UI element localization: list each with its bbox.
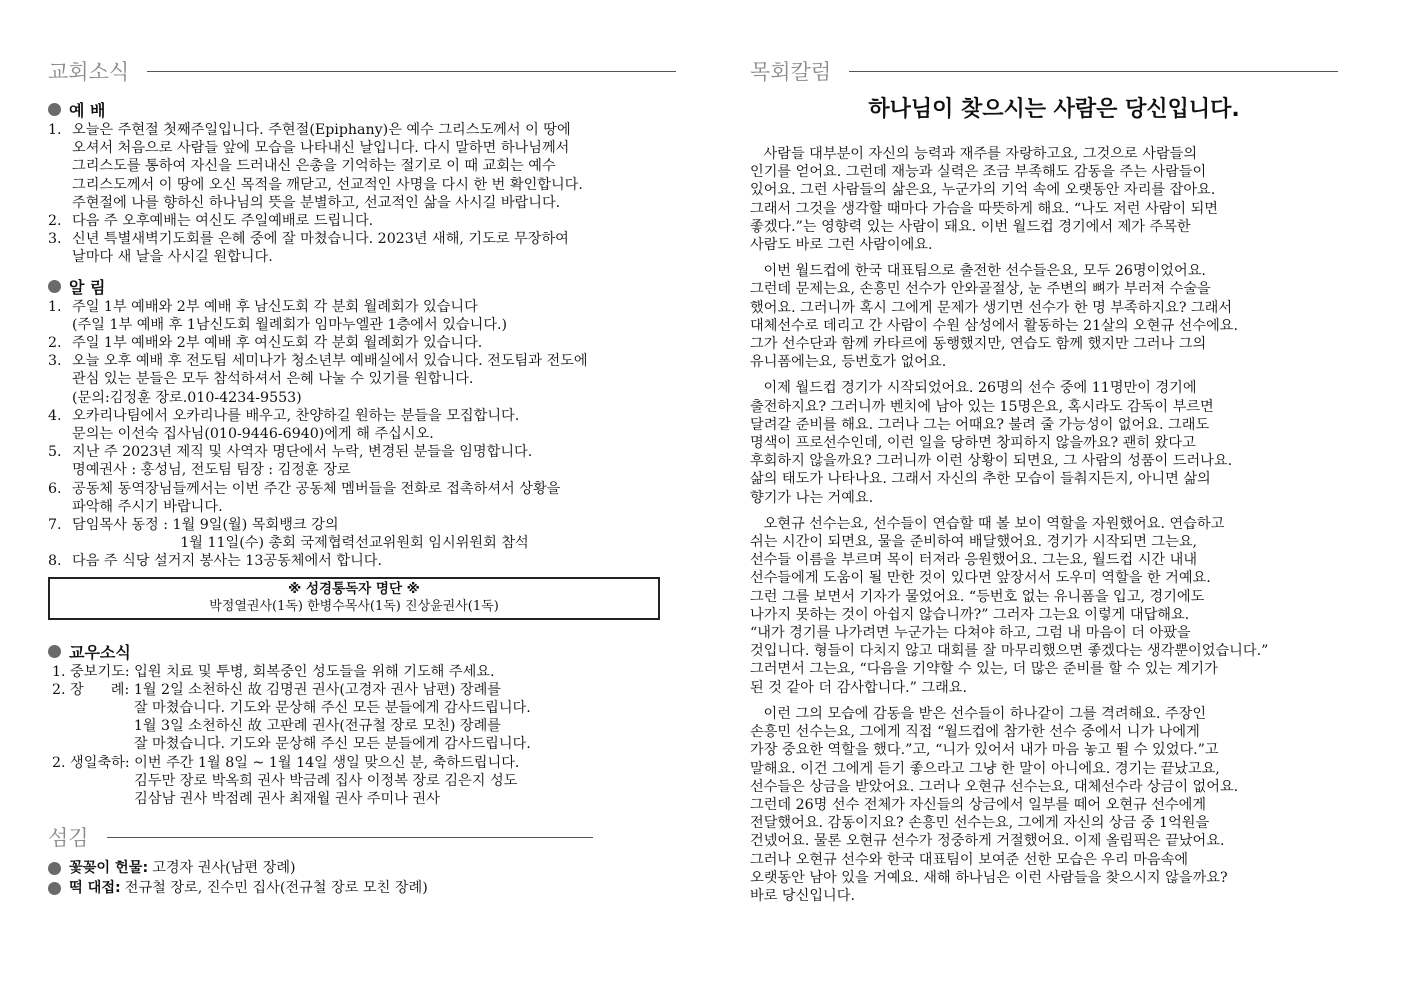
bible-reading-title: ※ 성경통독자 명단 ※ bbox=[288, 580, 420, 597]
item-line: 오늘은 주현절 첫째주일입니다. 주현절(Epiphany)은 예수 그리스도께서 이 땅에 bbox=[72, 122, 571, 138]
item-text bbox=[72, 352, 588, 407]
bible-reading-names: 박정열권사(1독) 한병수목사(1독) 진상윤권사(1독) bbox=[209, 598, 499, 614]
paragraph-line: 선수들은 상금을 받았어요. 그러나 오현규 선수는요, 대체선수라 상금이 없어요. bbox=[750, 778, 1239, 795]
notice-list bbox=[48, 298, 660, 571]
list-item bbox=[48, 352, 660, 407]
item-line: 이번 주간 1월 8일 ~ 1월 14일 생일 맞으신 분, 축하드립니다. bbox=[134, 754, 520, 771]
item-text bbox=[72, 230, 569, 266]
church-news-title: 교회소식 bbox=[48, 60, 130, 84]
members-list bbox=[48, 663, 660, 809]
paragraph-line: 후회하지 않을까요? 그러니까 이런 상황이 되면요, 그 사람의 성품이 드러나요. bbox=[750, 453, 1233, 470]
paragraph-line: 사람들 대부분이 자신의 능력과 재주를 자랑하고요, 그것으로 사람들의 bbox=[750, 146, 1198, 162]
paragraph-line: 그러나 오현규 선수와 한국 대표팀이 보여준 선한 모습은 우리 마음속에 bbox=[750, 851, 1189, 868]
bullet-icon bbox=[48, 882, 61, 895]
paragraph-line: 이번 월드컵에 한국 대표팀으로 출전한 선수들은요, 모두 26명이었어요. bbox=[750, 263, 1206, 280]
worship-title: 예 배 bbox=[69, 101, 106, 120]
member-news-item bbox=[52, 663, 660, 681]
paragraph-line: 좋겠다.”는 영향력 있는 사람이 돼요. 이번 월드컵 경기에서 제가 주목한 bbox=[750, 218, 1191, 235]
paragraph-line: 삶의 태도가 나타나요. 그래서 자신의 추한 모습이 들춰지든지, 아니면 삶의 bbox=[750, 471, 1211, 488]
member-news-item bbox=[52, 681, 660, 754]
members-subheading bbox=[48, 640, 660, 663]
service-title: 섬김 bbox=[48, 826, 89, 851]
paragraph-line: 그런 그를 보면서 기자가 물었어요. “등번호 없는 유니폼을 입고, 경기에도 bbox=[750, 588, 1205, 605]
church-news-column bbox=[48, 0, 660, 898]
paragraph-line: 이런 그의 모습에 감동을 받은 선수들이 하나같이 그를 격려해요. 주장인 bbox=[750, 705, 1207, 722]
item-line: 주일 1부 예배와 2부 예배 후 여신도회 각 분회 월례회가 있습니다. bbox=[72, 335, 483, 352]
item-text bbox=[72, 298, 507, 334]
paragraph-line: 출전하지요? 그러니까 벤치에 남아 있는 15명은요, 혹시라도 감독이 부르면 bbox=[750, 398, 1214, 415]
item-line: 다음 주 식당 설거지 봉사는 13공동체에서 합니다. bbox=[72, 553, 383, 570]
members-title: 교우소식 bbox=[69, 642, 131, 662]
church-news-heading bbox=[48, 56, 676, 86]
item-number: 2. bbox=[48, 213, 62, 230]
member-news-item bbox=[52, 754, 660, 809]
item-line: 김삼남 권사 박점례 권사 최재월 권사 주미나 권사 bbox=[134, 791, 440, 808]
item-line: (주일 1부 예배 후 1남신도회 월례회가 임마누엘관 1층에서 있습니다.) bbox=[72, 316, 508, 333]
heading-rule bbox=[107, 837, 593, 838]
paragraph-line: 선수들 이름을 부르며 목이 터져라 응원했어요. 그는요, 월드컵 시간 내내 bbox=[750, 552, 1198, 569]
pastor-column bbox=[750, 0, 1358, 913]
item-text bbox=[72, 407, 519, 443]
column-paragraph bbox=[750, 379, 1358, 506]
list-item bbox=[48, 443, 660, 479]
bullet-icon bbox=[48, 280, 61, 293]
item-line: 주현절에 나를 향하신 하나님의 뜻을 분별하고, 선교적인 삶을 사시길 바랍니다. bbox=[72, 194, 561, 211]
paragraph-line: 건넸어요. 물론 오현규 선수가 정중하게 거절했어요. 이제 올림픽은 끝났어요. bbox=[750, 833, 1225, 850]
item-text bbox=[72, 516, 529, 552]
service-item bbox=[48, 858, 660, 878]
paragraph-line: 된 것 같아 더 감사합니다.” 그래요. bbox=[750, 679, 967, 696]
item-number: 3. bbox=[48, 231, 62, 248]
item-number: 1. bbox=[48, 298, 62, 315]
paragraph-line: 인기를 얻어요. 그런데 재능과 실력은 조금 부족해도 감동을 주는 사람들이 bbox=[750, 164, 1207, 181]
item-text bbox=[72, 121, 583, 212]
service-value: 고경자 권사(남편 장례) bbox=[152, 860, 296, 877]
item-line: 다음 주 오후예배는 여신도 주일예배로 드립니다. bbox=[72, 213, 374, 230]
item-number: 8. bbox=[48, 553, 62, 570]
item-line: 오카리나팀에서 오카리나를 배우고, 찬양하길 원하는 분들을 모집합니다. bbox=[72, 407, 520, 424]
item-line: 문의는 이선숙 집사님(010-9446-6940)에게 해 주십시오. bbox=[72, 426, 434, 443]
paragraph-line: 것입니다. 형들이 다치지 않고 대회를 잘 마무리했으면 좋겠다는 생각뿐이었습니다.” bbox=[750, 643, 1269, 660]
item-text bbox=[72, 334, 482, 352]
paragraph-line: 가장 중요한 역할을 했다.”고, “니가 있어서 내가 마음 놓고 뛸 수 있었다.”고 bbox=[750, 742, 1219, 759]
item-number: 6. bbox=[48, 480, 62, 497]
list-item bbox=[48, 480, 660, 516]
list-item bbox=[48, 121, 660, 212]
item-line: 잘 마쳤습니다. 기도와 문상해 주신 모든 분들에게 감사드립니다. bbox=[133, 700, 531, 717]
paragraph-line: “내가 경기를 나가려면 누군가는 다쳐야 하고, 그럼 내 마음이 더 아팠을 bbox=[750, 625, 1191, 642]
list-item bbox=[48, 516, 660, 552]
member-news-label: 1. 중보기도: bbox=[52, 663, 135, 680]
item-number: 1. bbox=[48, 122, 62, 138]
paragraph-line: 나가지 못하는 것이 아쉽지 않습니까?” 그러자 그는요 이렇게 대답해요. bbox=[750, 606, 1190, 623]
paragraph-line: 그러면서 그는요, “다음을 기약할 수 있는, 더 많은 준비를 할 수 있는 계기가 bbox=[750, 661, 1218, 678]
list-item bbox=[48, 407, 660, 443]
paragraph-line: 이제 월드컵 경기가 시작되었어요. 26명의 선수 중에 11명만이 경기에 bbox=[750, 380, 1197, 397]
paragraph-line: 선수들에게 도움이 될 만한 것이 있다면 앞장서서 도우미 역할을 한 거예요. bbox=[750, 570, 1211, 587]
column-paragraph bbox=[750, 262, 1358, 371]
item-line: 주일 1부 예배와 2부 예배 후 남신도회 각 분회 월례회가 있습니다 bbox=[72, 298, 478, 315]
column-paragraph bbox=[750, 515, 1358, 697]
list-item bbox=[48, 212, 660, 230]
paragraph-line: 바로 당신입니다. bbox=[750, 887, 855, 904]
pastor-column-heading bbox=[750, 56, 1338, 86]
item-line: (문의:김정훈 장로.010-4234-9553) bbox=[72, 389, 302, 406]
paragraph-line: 있어요. 그런 사람들의 삶은요, 누군가의 기억 속에 오랫동안 자리를 잡아요. bbox=[750, 182, 1216, 199]
column-paragraph bbox=[750, 705, 1358, 905]
item-line: 그리스도를 통하여 자신을 드러내신 은총을 기억하는 절기로 이 때 교회는 예수 bbox=[72, 158, 556, 175]
list-item bbox=[48, 230, 660, 266]
column-body bbox=[750, 145, 1358, 905]
paragraph-line: 오랫동안 남아 있을 거예요. 새해 하나님은 이런 사람들을 찾으시지 않을까요? bbox=[750, 869, 1228, 886]
paragraph-line: 말해요. 이건 그에게 듣기 좋으라고 그냥 한 말이 아니에요. 경기는 끝났고요, bbox=[750, 760, 1220, 777]
item-line: 지난 주 2023년 제직 및 사역자 명단에서 누락, 변경된 분들을 임명합니다. bbox=[72, 444, 533, 461]
service-list bbox=[48, 858, 660, 898]
item-number: 7. bbox=[48, 517, 62, 534]
item-line: 공동체 동역장님들께서는 이번 주간 공동체 멤버들을 전화로 접촉하셔서 상황을 bbox=[72, 480, 561, 497]
service-label: 떡 대접: bbox=[69, 880, 121, 897]
item-line: 오늘 오후 예배 후 전도팀 세미나가 청소년부 예배실에서 있습니다. 전도팀과 전도에 bbox=[72, 353, 588, 370]
list-item bbox=[48, 298, 660, 334]
paragraph-line: 오현규 선수는요, 선수들이 연습할 때 볼 보이 역할을 자원했어요. 연습하고 bbox=[750, 515, 1225, 532]
paragraph-line: 쉬는 시간이 되면요, 물을 준비하여 배달했어요. 경기가 시작되면 그는요, bbox=[750, 534, 1198, 551]
bullet-icon bbox=[48, 103, 61, 116]
notice-subheading bbox=[48, 275, 660, 298]
item-number: 4. bbox=[48, 407, 62, 424]
item-line: 날마다 새 날을 사시길 원합니다. bbox=[72, 249, 273, 266]
heading-rule bbox=[849, 71, 1338, 72]
paragraph-line: 그래서 그것을 생각할 때마다 가슴을 따뜻하게 해요. “나도 저런 사람이 되면 bbox=[750, 200, 1219, 217]
list-item bbox=[48, 552, 660, 570]
heading-rule bbox=[147, 71, 676, 72]
paragraph-line: 손흥민 선수는요, 그에게 직접 “월드컵에 참가한 선수 중에서 니가 나에게 bbox=[750, 724, 1200, 741]
item-line: 1월 11일(수) 총회 국제협력선교위원회 임시위원회 참석 bbox=[72, 535, 529, 552]
item-line: 오셔서 처음으로 사람들 앞에 모습을 나타내신 날입니다. 다시 말하면 하나님께서 bbox=[72, 140, 570, 157]
item-text bbox=[72, 552, 382, 570]
item-line: 그리스도께서 이 땅에 오신 목적을 깨닫고, 선교적인 사명을 다시 한 번 확인합니다. bbox=[72, 176, 583, 193]
paragraph-line: 했어요. 그러니까 혹시 그에게 문제가 생기면 선수가 한 명 부족하지요? 그래서 bbox=[750, 299, 1233, 316]
item-line: 1월 2일 소천하신 故 김명권 권사(고경자 권사 남편) 장례를 bbox=[133, 681, 502, 698]
paragraph-line: 명색이 프로선수인데, 이런 일을 당하면 창피하지 않을까요? 괜히 왔다고 bbox=[750, 435, 1196, 452]
item-line: 명예권사 : 홍성님, 전도팀 팀장 : 김정훈 장로 bbox=[72, 462, 351, 479]
paragraph-line: 그런데 문제는요, 손흥민 선수가 안와골절상, 눈 주변의 뼈가 부러져 수술을 bbox=[750, 281, 1211, 298]
item-line: 담임목사 동정 : 1월 9일(월) 목회뱅크 강의 bbox=[72, 517, 339, 534]
member-news-label: 2. 생일축하: bbox=[52, 754, 135, 771]
bullet-icon bbox=[48, 862, 61, 875]
worship-subheading bbox=[48, 98, 660, 121]
bullet-icon bbox=[48, 645, 61, 658]
item-text bbox=[72, 443, 532, 479]
item-line: 잘 마쳤습니다. 기도와 문상해 주신 모든 분들에게 감사드립니다. bbox=[133, 736, 531, 753]
paragraph-line: 대체선수로 데리고 간 사람이 수원 삼성에서 활동하는 21살의 오현규 선수에요. bbox=[750, 317, 1239, 334]
member-news-text bbox=[134, 754, 519, 809]
item-text bbox=[72, 212, 373, 230]
paragraph-line: 달려갈 준비를 해요. 그러나 그는 어때요? 불려 줄 가능성이 없어요. 그래도 bbox=[750, 416, 1210, 433]
item-number: 3. bbox=[48, 353, 62, 370]
service-heading bbox=[48, 822, 593, 852]
item-text bbox=[72, 480, 560, 516]
item-line: 1월 3일 소천하신 故 고판례 권사(전규철 장로 모친) 장례를 bbox=[133, 718, 502, 735]
service-value: 전규철 장로, 진수민 집사(전규철 장로 모친 장례) bbox=[124, 880, 428, 897]
member-news-label: 2. 장 례: bbox=[52, 681, 134, 698]
list-item bbox=[48, 334, 660, 352]
item-line: 입원 치료 및 투병, 회복중인 성도들을 위해 기도해 주세요. bbox=[134, 663, 495, 680]
item-number: 2. bbox=[48, 335, 62, 352]
notice-title: 알 림 bbox=[69, 277, 106, 297]
paragraph-line: 향기가 나는 거예요. bbox=[750, 489, 874, 506]
paragraph-line: 그가 선수단과 함께 카타르에 동행했지만, 연습도 함께 했지만 그러나 그의 bbox=[750, 336, 1207, 353]
service-label: 꽃꽂이 헌물: bbox=[69, 860, 149, 877]
service-item bbox=[48, 878, 660, 898]
item-line: 관심 있는 분들은 모두 참석하셔서 은혜 나눌 수 있기를 원합니다. bbox=[72, 371, 474, 388]
paragraph-line: 유니폼에는요, 등번호가 없어요. bbox=[750, 354, 947, 371]
pastor-column-title: 목회칼럼 bbox=[750, 60, 832, 84]
paragraph-line: 전달했어요. 감동이지요? 손흥민 선수는요, 그에게 자신의 상금 중 1억원을 bbox=[750, 815, 1210, 832]
member-news-text bbox=[134, 681, 531, 754]
paragraph-line: 그런데 26명 선수 전체가 자신들의 상금에서 일부를 떼어 오현규 선수에게 bbox=[750, 796, 1207, 813]
item-line: 신년 특별새벽기도회를 은혜 중에 잘 마쳤습니다. 2023년 새해, 기도로 무장하여 bbox=[72, 231, 569, 248]
bible-reading-box bbox=[48, 577, 660, 620]
column-paragraph bbox=[750, 145, 1358, 254]
worship-list bbox=[48, 121, 660, 267]
item-line: 파악해 주시기 바랍니다. bbox=[72, 498, 223, 515]
item-line: 김두만 장로 박옥희 권사 박금례 집사 이정복 장로 김은지 성도 bbox=[134, 772, 518, 789]
paragraph-line: 사람도 바로 그런 사람이에요. bbox=[750, 237, 933, 254]
column-title: 하나님이 찾으시는 사람은 당신입니다. bbox=[868, 97, 1240, 122]
item-number: 5. bbox=[48, 444, 62, 461]
member-news-text bbox=[134, 663, 494, 681]
